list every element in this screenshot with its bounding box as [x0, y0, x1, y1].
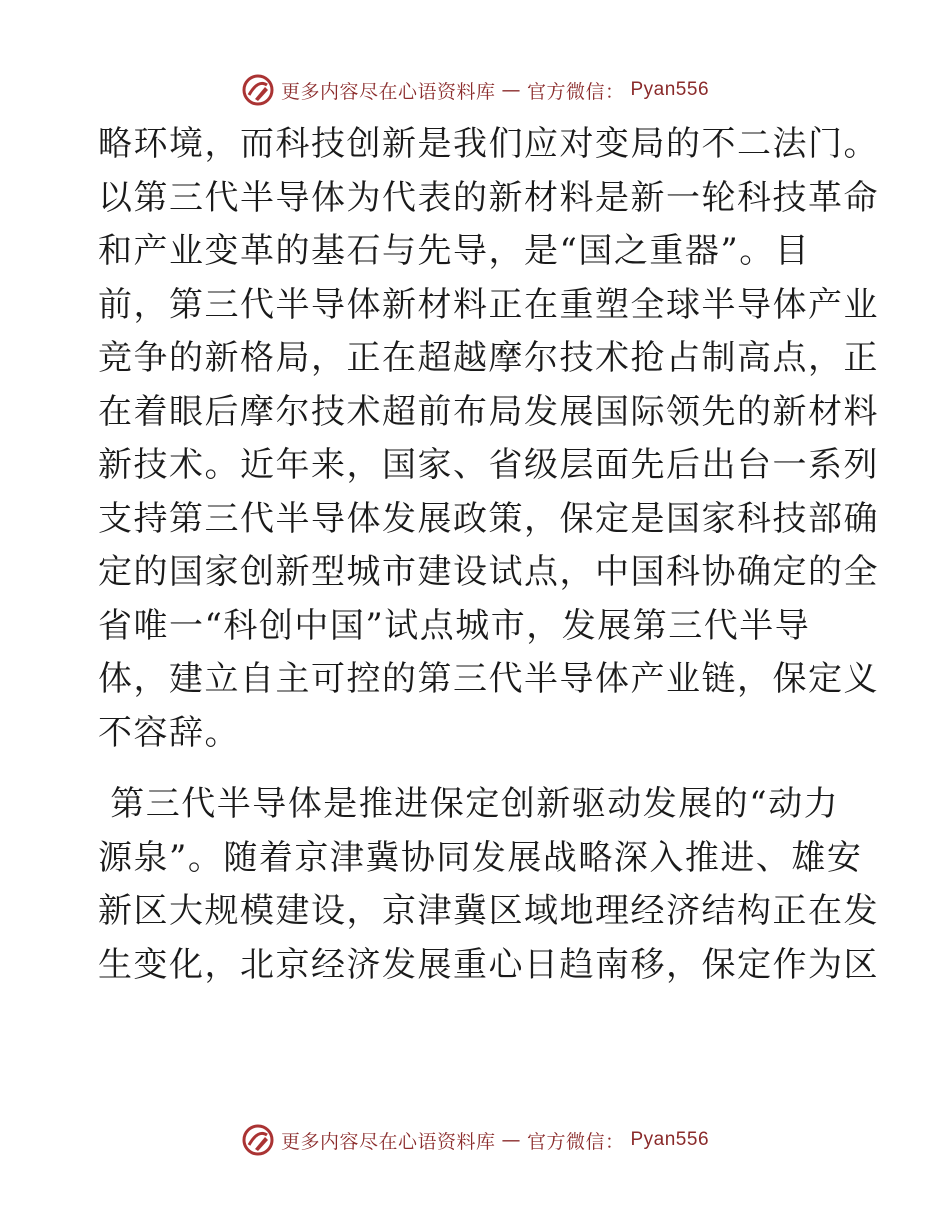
text-line: 省唯一“科创中国”试点城市，发展第三代半导: [98, 605, 811, 646]
text-line: 新区大规模建设，京津冀区域地理经济结构正在发: [98, 891, 879, 931]
text-line: 定的国家创新型城市建设试点，中国科协确定的全: [98, 552, 879, 592]
text-line: 第三代半导体是推进保定创新驱动发展的“动力: [98, 784, 840, 824]
logo-icon: [241, 73, 275, 107]
text-line: 新技术。近年来，国家、省级层面先后出台一系列: [98, 445, 879, 485]
text-line: 体，建立自主可控的第三代半导体产业链，保定义: [98, 659, 879, 699]
watermark-separator: —: [501, 1129, 521, 1151]
watermark-account-label: 官方微信：: [526, 80, 625, 103]
footer-watermark: [0, 1120, 950, 1160]
text-line: 竞争的新格局，正在超越摩尔技术抢占制高点，正: [98, 338, 879, 378]
watermark-account-id: Pyan556: [630, 79, 710, 100]
text-line: 在着眼后摩尔技术超前布局发展国际领先的新材料: [98, 391, 879, 432]
watermark-account-id: Pyan556: [630, 1129, 710, 1150]
header-watermark: [0, 70, 950, 110]
text-line: 源泉”。随着京津冀协同发展战略深入推进、雄安: [98, 837, 863, 878]
paragraph-2: [98, 778, 879, 992]
document-body: [98, 118, 879, 992]
text-line: 支持第三代半导体发展政策，保定是国家科技部确: [98, 498, 879, 539]
text-line: 略环境，而科技创新是我们应对变局的不二法门。: [98, 124, 879, 164]
paragraph-1: [98, 118, 879, 760]
text-line: 前，第三代半导体新材料正在重塑全球半导体产业: [98, 284, 879, 325]
watermark-text: 更多内容尽在心语资料库: [280, 80, 496, 103]
logo-icon: [241, 1123, 275, 1157]
text-line: 和产业变革的基石与先导，是“国之重器”。目: [98, 231, 811, 271]
watermark-text: 更多内容尽在心语资料库: [280, 1130, 496, 1153]
text-line: 生变化，北京经济发展重心日趋南移，保定作为区: [98, 944, 879, 985]
watermark-account-label: 官方微信：: [526, 1130, 625, 1153]
text-line: 以第三代半导体为代表的新材料是新一轮科技革命: [98, 177, 879, 218]
text-line: 不容辞。: [98, 712, 240, 753]
watermark-separator: —: [501, 79, 521, 101]
